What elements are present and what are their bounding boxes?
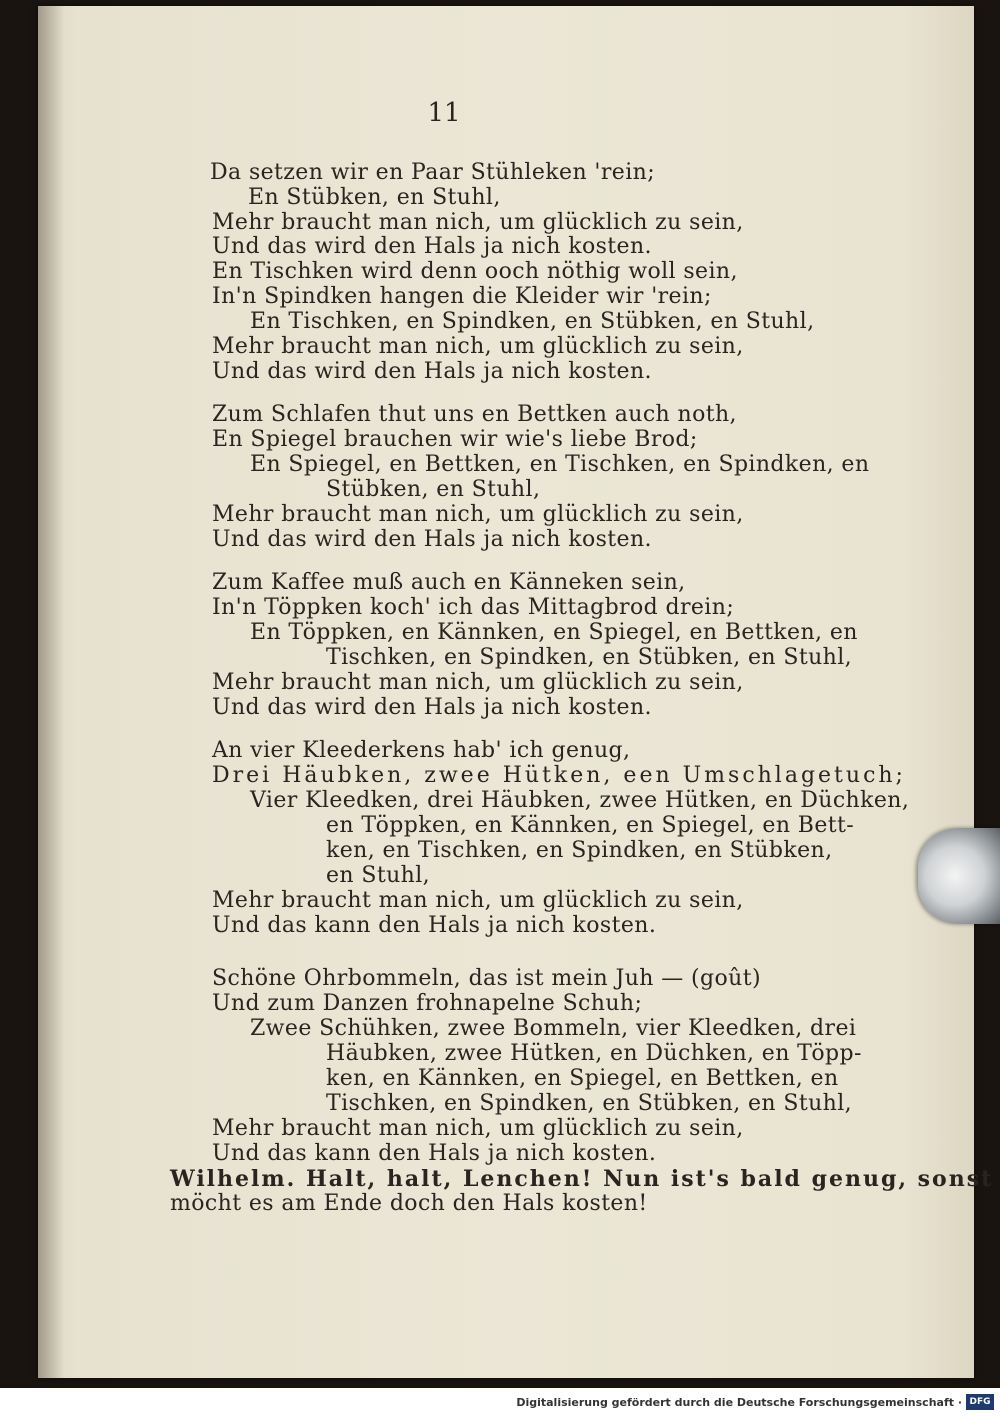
- verse-line: In'n Spindken hangen die Kleider wir 'rein;: [212, 284, 712, 309]
- verse-line: Mehr braucht man nich, um glücklich zu sein,: [212, 334, 744, 359]
- page-number: 11: [427, 98, 461, 128]
- verse-line: Häubken, zwee Hütken, en Düchken, en Töpp-: [326, 1041, 862, 1066]
- verse-line: An vier Kleederkens hab' ich genug,: [212, 738, 631, 763]
- dialogue-line: möcht es am Ende doch den Hals kosten!: [170, 1191, 648, 1216]
- verse-line: En Stübken, en Stuhl,: [248, 185, 501, 210]
- verse-line: Und das wird den Hals ja nich kosten.: [212, 359, 652, 384]
- verse-line: Und zum Danzen frohnapelne Schuh;: [212, 991, 643, 1016]
- dialogue-line: Wilhelm. Halt, halt, Lenchen! Nun ist's bald genug, sonst: [170, 1166, 994, 1192]
- dfg-logo: DFG: [966, 1394, 994, 1410]
- verse-line: Tischken, en Spindken, en Stübken, en Stuhl,: [326, 645, 853, 670]
- verse-line: Mehr braucht man nich, um glücklich zu sein,: [212, 502, 744, 527]
- verse-line: En Spiegel, en Bettken, en Tischken, en Spindken, en: [250, 452, 870, 477]
- verse-line: Mehr braucht man nich, um glücklich zu sein,: [212, 670, 744, 695]
- verse-line: Mehr braucht man nich, um glücklich zu sein,: [212, 888, 744, 913]
- verse-line: Vier Kleedken, drei Häubken, zwee Hütken, en Düchken,: [250, 788, 910, 813]
- verse-line: en Töppken, en Kännken, en Spiegel, en Bett-: [326, 813, 855, 838]
- verse-line: Da setzen wir en Paar Stühleken 'rein;: [210, 160, 656, 185]
- verse-line: Zwee Schühken, zwee Bommeln, vier Kleedken, drei: [250, 1016, 857, 1041]
- verse-line: Und das kann den Hals ja nich kosten.: [212, 913, 657, 938]
- funding-credit: Digitalisierung gefördert durch die Deutsche Forschungsgemeinschaft ·: [516, 1396, 962, 1409]
- verse-line: Mehr braucht man nich, um glücklich zu sein,: [212, 1116, 744, 1141]
- verse-line: En Tischken wird denn ooch nöthig woll sein,: [212, 259, 738, 284]
- verse-line: Zum Kaffee muß auch en Känneken sein,: [212, 570, 686, 595]
- verse-line: Und das kann den Hals ja nich kosten.: [212, 1141, 657, 1166]
- verse-line: en Stuhl,: [326, 863, 431, 888]
- verse-line: Drei Häubken, zwee Hütken, een Umschlagetuch;: [212, 763, 906, 788]
- verse-line: En Spiegel brauchen wir wie's liebe Brod;: [212, 427, 698, 452]
- verse-line: Stübken, en Stuhl,: [326, 477, 541, 502]
- verse-line: ken, en Kännken, en Spiegel, en Bettken, en: [326, 1066, 839, 1091]
- spine-shadow: [38, 6, 64, 1378]
- verse-line: Zum Schlafen thut uns en Bettken auch noth,: [212, 402, 737, 427]
- verse-line: Und das wird den Hals ja nich kosten.: [212, 527, 652, 552]
- page-clip: [918, 828, 1000, 924]
- verse-line: Tischken, en Spindken, en Stübken, en Stuhl,: [326, 1091, 853, 1116]
- verse-line: Schöne Ohrbommeln, das ist mein Juh — (goût): [212, 966, 761, 991]
- footer-bar: [0, 1388, 1000, 1418]
- verse-line: In'n Töppken koch' ich das Mittagbrod drein;: [212, 595, 735, 620]
- verse-line: Und das wird den Hals ja nich kosten.: [212, 234, 652, 259]
- verse-line: En Tischken, en Spindken, en Stübken, en Stuhl,: [250, 309, 815, 334]
- verse-line: Und das wird den Hals ja nich kosten.: [212, 695, 652, 720]
- verse-line: En Töppken, en Kännken, en Spiegel, en Bettken, en: [250, 620, 858, 645]
- verse-line: ken, en Tischken, en Spindken, en Stübken,: [326, 838, 833, 863]
- verse-line: Mehr braucht man nich, um glücklich zu sein,: [212, 210, 744, 235]
